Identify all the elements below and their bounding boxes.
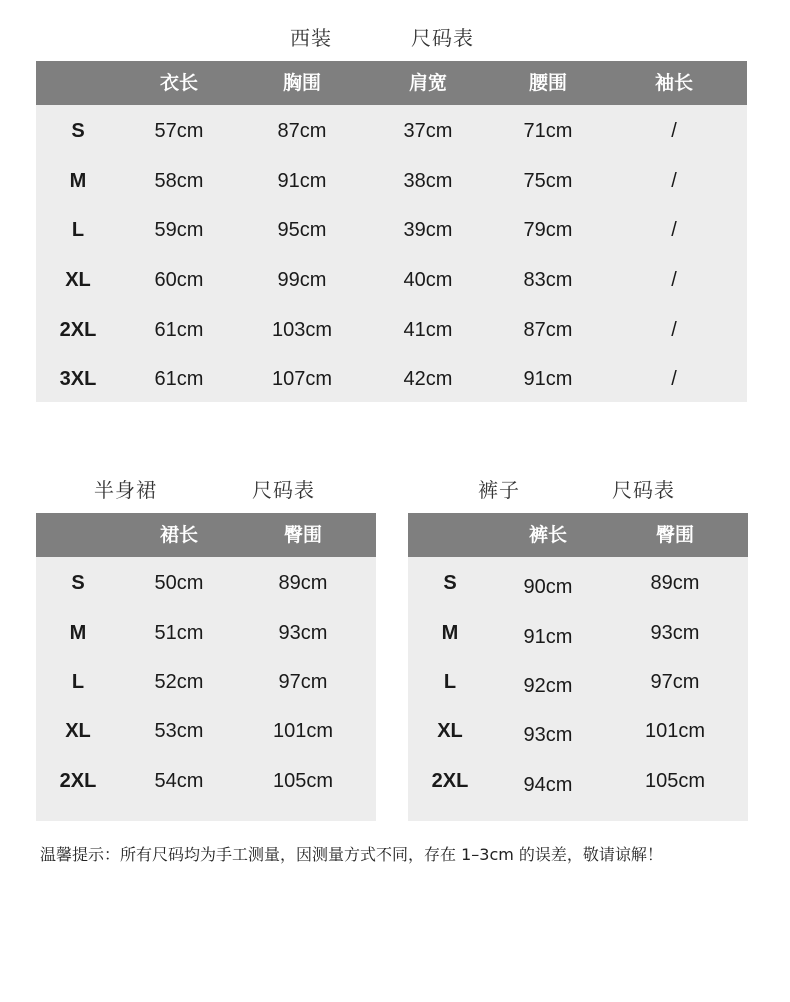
skirt-table-row	[36, 658, 376, 707]
suit-size-label: S	[71, 120, 85, 143]
skirt-table-row	[36, 757, 376, 806]
suit-value-cell: 61cm	[154, 368, 204, 391]
skirt-size-table	[36, 513, 376, 821]
pants-value-cell: 92cm	[523, 674, 573, 697]
suit-value-cell: 37cm	[403, 120, 453, 143]
measurement-note: 温馨提示：所有尺码均为手工测量，因测量方式不同，存在 1–3cm 的误差，敬请谅解！	[40, 845, 663, 864]
pants-size-label: L	[443, 670, 457, 693]
suit-table-row	[36, 157, 747, 207]
pants-title-name: 裤子	[478, 478, 520, 502]
skirt-size-label: 2XL	[59, 769, 97, 792]
suit-value-cell: 61cm	[154, 318, 204, 341]
suit-value-cell: 95cm	[277, 219, 327, 242]
suit-table-row	[36, 305, 747, 355]
suit-size-table	[36, 61, 747, 402]
pants-header-cell: 裤长	[528, 524, 567, 546]
skirt-size-label: S	[71, 572, 85, 595]
suit-header-cell: 胸围	[282, 72, 321, 94]
suit-header-cell: 衣长	[159, 72, 198, 94]
skirt-header-cell: 裙长	[159, 524, 198, 546]
skirt-table-body	[36, 557, 376, 806]
suit-table-row	[36, 355, 747, 405]
pants-table-row	[408, 707, 748, 756]
suit-value-cell: 91cm	[523, 368, 573, 391]
skirt-size-label: XL	[65, 720, 91, 743]
pants-table-row	[408, 608, 748, 657]
suit-value-cell: 99cm	[277, 269, 327, 292]
suit-table-row	[36, 206, 747, 256]
suit-value-cell: 59cm	[154, 219, 204, 242]
skirt-table-row	[36, 559, 376, 608]
pants-value-cell: 105cm	[644, 769, 706, 792]
suit-size-label: L	[71, 219, 85, 242]
suit-value-cell: 75cm	[523, 169, 573, 192]
skirt-value-cell: 53cm	[154, 720, 204, 743]
suit-value-cell: /	[671, 169, 677, 192]
pants-size-table	[408, 513, 748, 821]
suit-value-cell: 42cm	[403, 368, 453, 391]
skirt-table-row	[36, 608, 376, 657]
pants-table-row	[408, 559, 748, 608]
suit-value-cell: 39cm	[403, 219, 453, 242]
suit-value-cell: /	[671, 318, 677, 341]
skirt-value-cell: 51cm	[154, 621, 204, 644]
skirt-value-cell: 50cm	[154, 572, 204, 595]
suit-value-cell: 60cm	[154, 269, 204, 292]
pants-size-label: XL	[437, 720, 463, 743]
pants-table-body	[408, 557, 748, 806]
pants-table-header	[408, 513, 748, 557]
suit-value-cell: 91cm	[277, 169, 327, 192]
skirt-value-cell: 105cm	[272, 769, 334, 792]
skirt-table-row	[36, 707, 376, 756]
suit-header-cell: 腰围	[528, 72, 567, 94]
suit-value-cell: 107cm	[271, 368, 333, 391]
skirt-value-cell: 89cm	[278, 572, 328, 595]
skirt-value-cell: 101cm	[272, 720, 334, 743]
pants-value-cell: 97cm	[650, 670, 700, 693]
skirt-value-cell: 97cm	[278, 670, 328, 693]
skirt-value-cell: 93cm	[278, 621, 328, 644]
pants-size-label: M	[441, 621, 459, 644]
pants-header-cell: 臀围	[655, 524, 694, 546]
suit-header-cell: 肩宽	[408, 72, 447, 94]
suit-size-label: XL	[65, 269, 91, 292]
pants-value-cell: 91cm	[523, 625, 573, 648]
pants-value-cell: 90cm	[523, 576, 573, 599]
suit-value-cell: 103cm	[271, 318, 333, 341]
suit-value-cell: 40cm	[403, 269, 453, 292]
skirt-value-cell: 52cm	[154, 670, 204, 693]
skirt-size-label: M	[69, 621, 87, 644]
suit-value-cell: /	[671, 120, 677, 143]
suit-table-header	[36, 61, 747, 105]
suit-table-row	[36, 107, 747, 157]
pants-table-row	[408, 757, 748, 806]
suit-title-chart: 尺码表	[411, 26, 474, 50]
suit-value-cell: /	[671, 269, 677, 292]
suit-value-cell: 71cm	[523, 120, 573, 143]
skirt-table-header	[36, 513, 376, 557]
pants-title-chart: 尺码表	[612, 478, 675, 502]
pants-value-cell: 93cm	[650, 621, 700, 644]
suit-value-cell: 41cm	[403, 318, 453, 341]
pants-value-cell: 89cm	[650, 572, 700, 595]
skirt-size-label: L	[71, 670, 85, 693]
pants-size-label: 2XL	[431, 769, 469, 792]
suit-value-cell: 57cm	[154, 120, 204, 143]
skirt-title-name: 半身裙	[94, 478, 157, 502]
suit-value-cell: 87cm	[277, 120, 327, 143]
suit-size-label: 3XL	[59, 368, 97, 391]
suit-title-name: 西装	[290, 26, 332, 50]
suit-value-cell: 38cm	[403, 169, 453, 192]
skirt-header-cell: 臀围	[283, 524, 322, 546]
suit-size-label: 2XL	[59, 318, 97, 341]
skirt-title-chart: 尺码表	[252, 478, 315, 502]
skirt-value-cell: 54cm	[154, 769, 204, 792]
suit-value-cell: 83cm	[523, 269, 573, 292]
pants-size-label: S	[443, 572, 457, 595]
pants-value-cell: 94cm	[523, 773, 573, 796]
suit-value-cell: 87cm	[523, 318, 573, 341]
suit-table-row	[36, 256, 747, 306]
suit-table-body	[36, 105, 747, 405]
suit-value-cell: /	[671, 368, 677, 391]
suit-header-cell: 袖长	[654, 72, 693, 94]
suit-value-cell: 58cm	[154, 169, 204, 192]
suit-value-cell: 79cm	[523, 219, 573, 242]
suit-size-label: M	[69, 169, 87, 192]
pants-value-cell: 93cm	[523, 724, 573, 747]
suit-value-cell: /	[671, 219, 677, 242]
pants-table-row	[408, 658, 748, 707]
pants-value-cell: 101cm	[644, 720, 706, 743]
